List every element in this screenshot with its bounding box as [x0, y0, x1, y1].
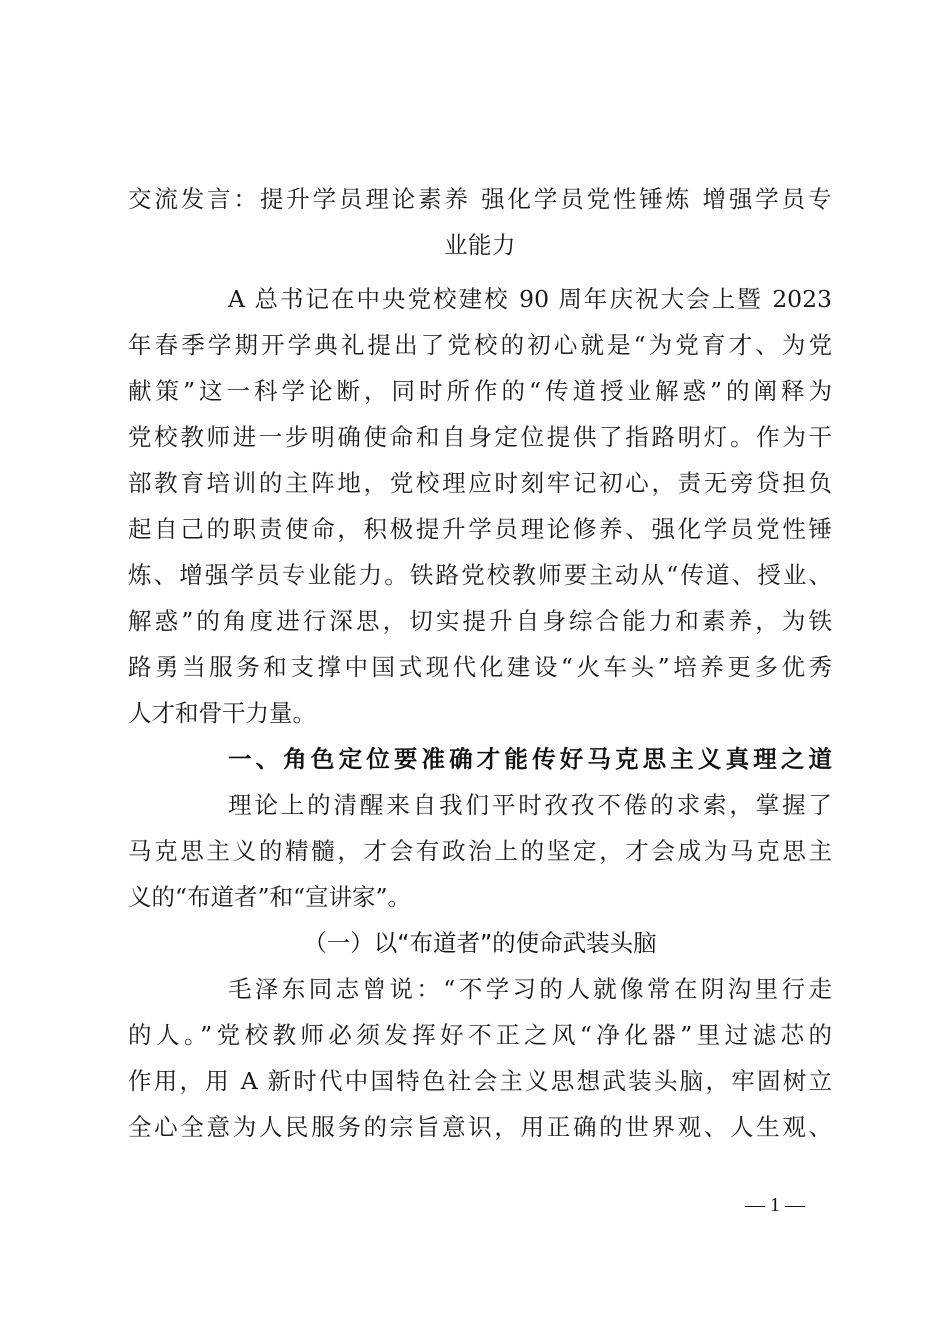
intro-paragraph-line: 党校教师进一步明确使命和自身定位提供了指路明灯。作为干 [128, 423, 832, 451]
document-title-line-1: 交流发言：提升学员理论素养 强化学员党性锤炼 增强学员专 [128, 185, 832, 213]
document-title-line-2: 业能力 [444, 231, 516, 259]
intro-paragraph-line: 献策”这一科学论断，同时所作的“传道授业解惑”的阐释为 [128, 377, 832, 405]
subsection-paragraph-line: 作用，用 A 新时代中国特色社会主义思想武装头脑，牢固树立 [128, 1067, 832, 1095]
section-paragraph-line: 马克思主义的精髓，才会有政治上的坚定，才会成为马克思主 [128, 837, 832, 865]
intro-paragraph-line: 部教育培训的主阵地，党校理应时刻牢记初心，责无旁贷担负 [128, 469, 832, 497]
intro-paragraph-line: 解惑”的角度进行深思，切实提升自身综合能力和素养，为铁 [128, 607, 832, 635]
intro-paragraph-line: A 总书记在中央党校建校 90 周年庆祝大会上暨 2023 [228, 285, 832, 313]
subsection-paragraph-line: 的人。”党校教师必须发挥好不正之风“净化器”里过滤芯的 [128, 1021, 832, 1049]
intro-paragraph-line: 年春季学期开学典礼提出了党校的初心就是“为党育才、为党 [128, 331, 832, 359]
intro-paragraph-line: 炼、增强学员专业能力。铁路党校教师要主动从“传道、授业、 [128, 561, 832, 589]
section-paragraph-line: 理论上的清醒来自我们平时孜孜不倦的求索，掌握了 [228, 791, 832, 819]
intro-paragraph-line: 起自己的职责使命，积极提升学员理论修养、强化学员党性锤 [128, 515, 832, 543]
subsection-paragraph-line: 全心全意为人民服务的宗旨意识，用正确的世界观、人生观、 [128, 1113, 832, 1141]
subsection-paragraph-line: 毛泽东同志曾说：“不学习的人就像常在阴沟里行走 [228, 975, 832, 1003]
page-number: — 1 — [745, 1194, 805, 1216]
intro-paragraph-line: 人才和骨干力量。 [128, 699, 316, 727]
section-heading: 一、角色定位要准确才能传好马克思主义真理之道 [228, 745, 832, 773]
section-paragraph-line: 义的“布道者”和“宣讲家”。 [128, 883, 412, 911]
intro-paragraph-line: 路勇当服务和支撑中国式现代化建设“火车头”培养更多优秀 [128, 653, 832, 681]
subsection-heading: （一）以“布道者”的使命武装头脑 [303, 929, 657, 957]
